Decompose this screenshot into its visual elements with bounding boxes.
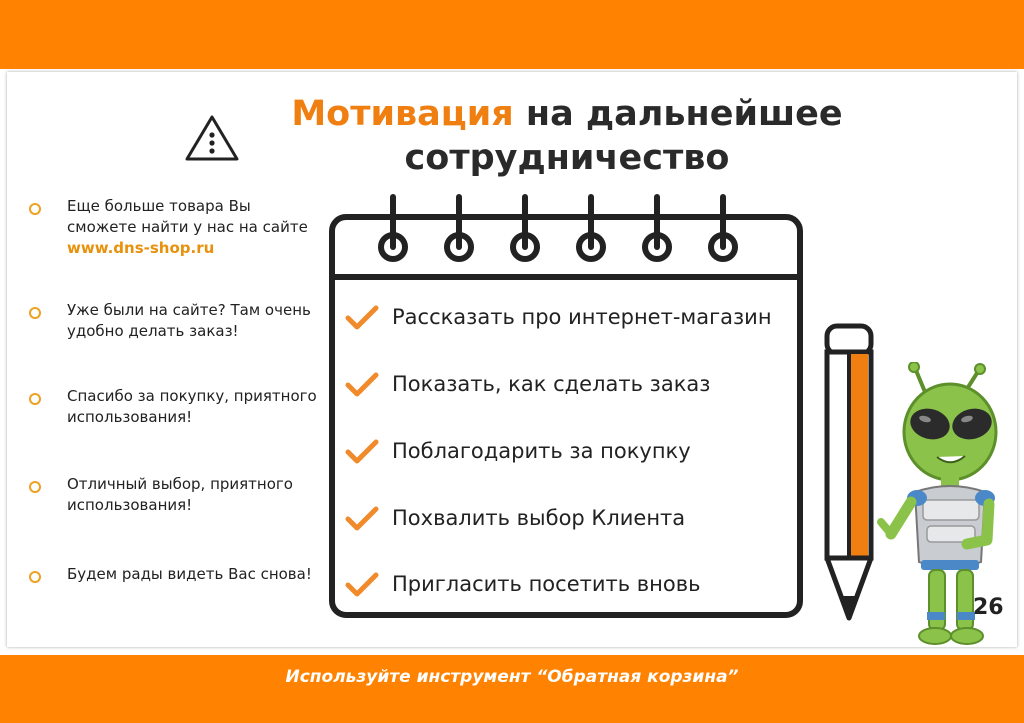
slide (7, 72, 1017, 647)
footer-caption: Используйте инструмент “Обратная корзина” (285, 667, 739, 687)
checklist-item-text: Показать, как сделать заказ (392, 372, 711, 396)
bullet-icon (29, 203, 41, 215)
check-icon (344, 437, 380, 467)
bullet-icon (29, 481, 41, 493)
check-icon (344, 504, 380, 534)
slide-title (267, 92, 867, 180)
title-accent: Мотивация (291, 94, 514, 134)
list-item-text: Спасибо за покупку, приятного использования! (67, 387, 317, 426)
warning-triangle-icon (183, 113, 241, 163)
check-icon (344, 370, 380, 400)
checklist-item (342, 366, 802, 406)
bottom-orange-bar (0, 655, 1024, 723)
bullet-icon (29, 571, 41, 583)
checklist-item-text: Похвалить выбор Клиента (392, 506, 686, 530)
title-line2: сотрудничество (404, 138, 730, 178)
list-item-text: Еще больше товара Вы сможете найти у нас на сайте (67, 197, 308, 236)
checklist-item (342, 299, 802, 339)
check-icon (344, 303, 380, 333)
bullet-icon (29, 393, 41, 405)
check-icon (344, 570, 380, 600)
checklist-item (342, 433, 802, 473)
title-line1-rest: на дальнейшее (513, 94, 843, 134)
checklist-item-text: Пригласить посетить вновь (392, 572, 701, 596)
pencil-illustration (819, 322, 879, 627)
top-orange-bar (0, 0, 1024, 69)
bullet-icon (29, 307, 41, 319)
page-number: 26 (973, 595, 1004, 620)
website-link[interactable]: www.dns-shop.ru (67, 239, 215, 257)
list-item-text: Будем рады видеть Вас снова! (67, 565, 312, 583)
list-item-text: Уже были на сайте? Там очень удобно делать заказ! (67, 301, 311, 340)
checklist-item-text: Рассказать про интернет-магазин (392, 305, 772, 329)
checklist-item (342, 566, 802, 606)
notebook-frame (327, 192, 807, 622)
checklist-item-text: Поблагодарить за покупку (392, 439, 691, 463)
list-item-text: Отличный выбор, приятного использования! (67, 475, 293, 514)
checklist-item (342, 500, 802, 540)
